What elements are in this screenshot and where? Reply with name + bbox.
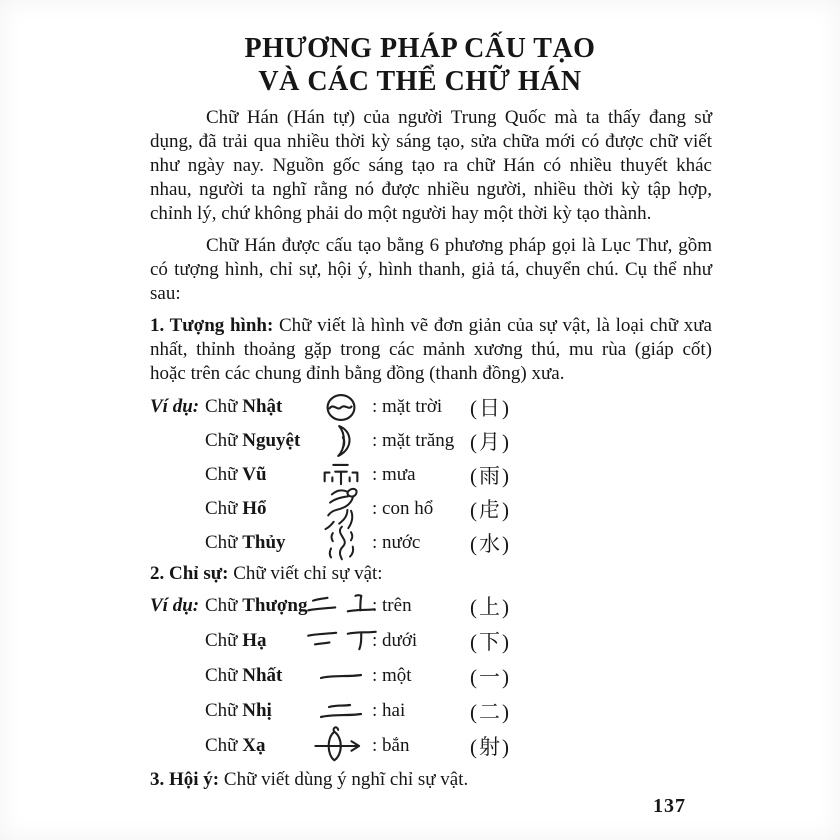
chu-label (205, 396, 310, 418)
page-number: 137 (653, 795, 686, 817)
section-1-heading: 1. Tượng hình: (150, 315, 274, 336)
example-row-nguyet (150, 424, 712, 458)
section-1-text: Chữ viết là hình vẽ đơn giản của sự vật, là loại chữ xưa (273, 315, 712, 336)
section-hoi-y (150, 768, 712, 792)
chu-label (205, 498, 310, 520)
han-character: (月) (470, 430, 511, 454)
below-pictograph-icon (310, 624, 372, 658)
chu-prefix: Chữ (205, 498, 238, 519)
han-character: (射) (470, 734, 511, 759)
section-heading-line (150, 314, 712, 338)
paragraph-line: có tượng hình, chỉ sự, hội ý, hình thanh, giả tá, chuyển chú. Cụ thể như (150, 259, 712, 280)
chu-prefix: Chữ (205, 532, 238, 553)
tiger-pictograph-icon (310, 492, 372, 526)
example-row-xa (150, 728, 712, 763)
example-row-thuong (150, 588, 712, 623)
example-row-nhat-one (150, 658, 712, 693)
paragraph-line: chỉnh lý, chứ không phải do một người hay một thời kỳ tạo thành. (150, 203, 652, 224)
han-character: (下) (470, 629, 511, 654)
section-chi-su (150, 562, 712, 586)
paragraph-origin (150, 106, 712, 226)
paragraph-line: hoặc trên các chung đỉnh bằng đồng (thanh đồng) xưa. (150, 363, 565, 384)
paragraph-line: như ngày nay. Nguồn gốc sáng tạo ra chữ Hán có nhiều thuyết khác (150, 155, 712, 176)
above-pictograph-icon (310, 589, 372, 623)
chu-label (205, 630, 310, 652)
meaning-text: : bắn (372, 734, 410, 756)
one-stroke-pictograph-icon (310, 659, 372, 693)
han-character: (水) (470, 532, 511, 556)
chu-prefix: Chữ (205, 699, 238, 721)
section-2-heading: 2. Chỉ sự: (150, 563, 229, 584)
section-2-text: Chữ viết chỉ sự vật: (228, 563, 383, 584)
chu-name: Vũ (242, 464, 267, 485)
chu-prefix: Chữ (205, 594, 238, 616)
chu-prefix: Chữ (205, 734, 238, 756)
chu-label (205, 595, 310, 617)
chu-name: Hổ (242, 498, 267, 519)
example-row-ho (150, 492, 712, 526)
examples-tuong-hinh (150, 390, 712, 560)
chu-name: Nhật (242, 396, 283, 417)
chu-name: Xạ (242, 734, 266, 756)
chu-name: Nguyệt (242, 430, 301, 451)
chu-label (205, 430, 310, 452)
chu-prefix: Chữ (205, 396, 238, 417)
paragraph-luc-thu (150, 234, 712, 306)
example-row-ha (150, 623, 712, 658)
chu-name: Nhị (242, 699, 272, 721)
han-character: (日) (470, 396, 511, 420)
example-row-nhat (150, 390, 712, 424)
chu-prefix: Chữ (205, 464, 238, 485)
meaning-text: : con hổ (372, 498, 434, 519)
vi-du-label: Ví dụ: (150, 594, 200, 616)
example-row-thuy (150, 526, 712, 560)
chu-name: Thủy (242, 532, 286, 553)
vi-du-label: Ví dụ: (150, 396, 200, 417)
han-character: (虍) (470, 498, 511, 522)
page-title (0, 0, 840, 98)
chu-name: Nhất (242, 664, 283, 686)
example-row-vu (150, 458, 712, 492)
meaning-text: : mặt trăng (372, 430, 455, 451)
example-row-nhi (150, 693, 712, 728)
sun-pictograph-icon (310, 390, 372, 424)
meaning-text: : dưới (372, 629, 418, 651)
section-3-text: Chữ viết dùng ý nghĩ chỉ sự vật. (219, 769, 469, 790)
han-character: (二) (470, 699, 511, 724)
section-3-heading: 3. Hội ý: (150, 769, 220, 790)
meaning-text: : một (372, 664, 412, 686)
section-tuong-hinh (150, 314, 712, 386)
chu-prefix: Chữ (205, 664, 238, 686)
water-pictograph-icon (310, 526, 372, 560)
chu-name: Hạ (242, 629, 267, 651)
han-character: (上) (470, 594, 511, 619)
chu-label (205, 464, 310, 486)
meaning-text: : mưa (372, 464, 416, 485)
chu-label (205, 532, 310, 554)
meaning-text: : nước (372, 532, 421, 553)
chu-label (205, 665, 310, 687)
chu-label (205, 735, 310, 757)
page-content (150, 106, 712, 792)
moon-pictograph-icon (310, 424, 372, 458)
chu-name: Thượng (242, 594, 308, 616)
chu-prefix: Chữ (205, 430, 238, 451)
han-character: (一) (470, 664, 511, 689)
paragraph-line: Chữ Hán được cấu tạo bằng 6 phương pháp gọi là Lục Thư, gồm (206, 235, 712, 256)
page-title-line1: PHƯƠNG PHÁP CẤU TẠO (244, 33, 596, 64)
two-strokes-pictograph-icon (310, 694, 372, 728)
paragraph-line: dụng, đã trải qua nhiều thời kỳ sáng tạo, sửa chữa mới có được chữ viết (150, 131, 712, 152)
meaning-text: : hai (372, 699, 406, 721)
bow-arrow-pictograph-icon (310, 729, 372, 763)
chu-label (205, 700, 310, 722)
paragraph-line: nhau, người ta nghĩ rằng nó được nhiều người, nhiều thời kỳ tập hợp, (150, 179, 712, 200)
meaning-text: : mặt trời (372, 396, 443, 417)
page-title-line2: VÀ CÁC THỂ CHỮ HÁN (258, 66, 582, 97)
han-character: (雨) (470, 464, 511, 488)
chu-prefix: Chữ (205, 629, 238, 651)
paragraph-line: nhất, thỉnh thoảng gặp trong các mảnh xương thú, mu rùa (giáp cốt) (150, 339, 712, 360)
paragraph-line: sau: (150, 283, 181, 304)
paragraph-line: Chữ Hán (Hán tự) của người Trung Quốc mà ta thấy đang sử (206, 107, 712, 128)
meaning-text: : trên (372, 594, 412, 616)
examples-chi-su (150, 588, 712, 763)
